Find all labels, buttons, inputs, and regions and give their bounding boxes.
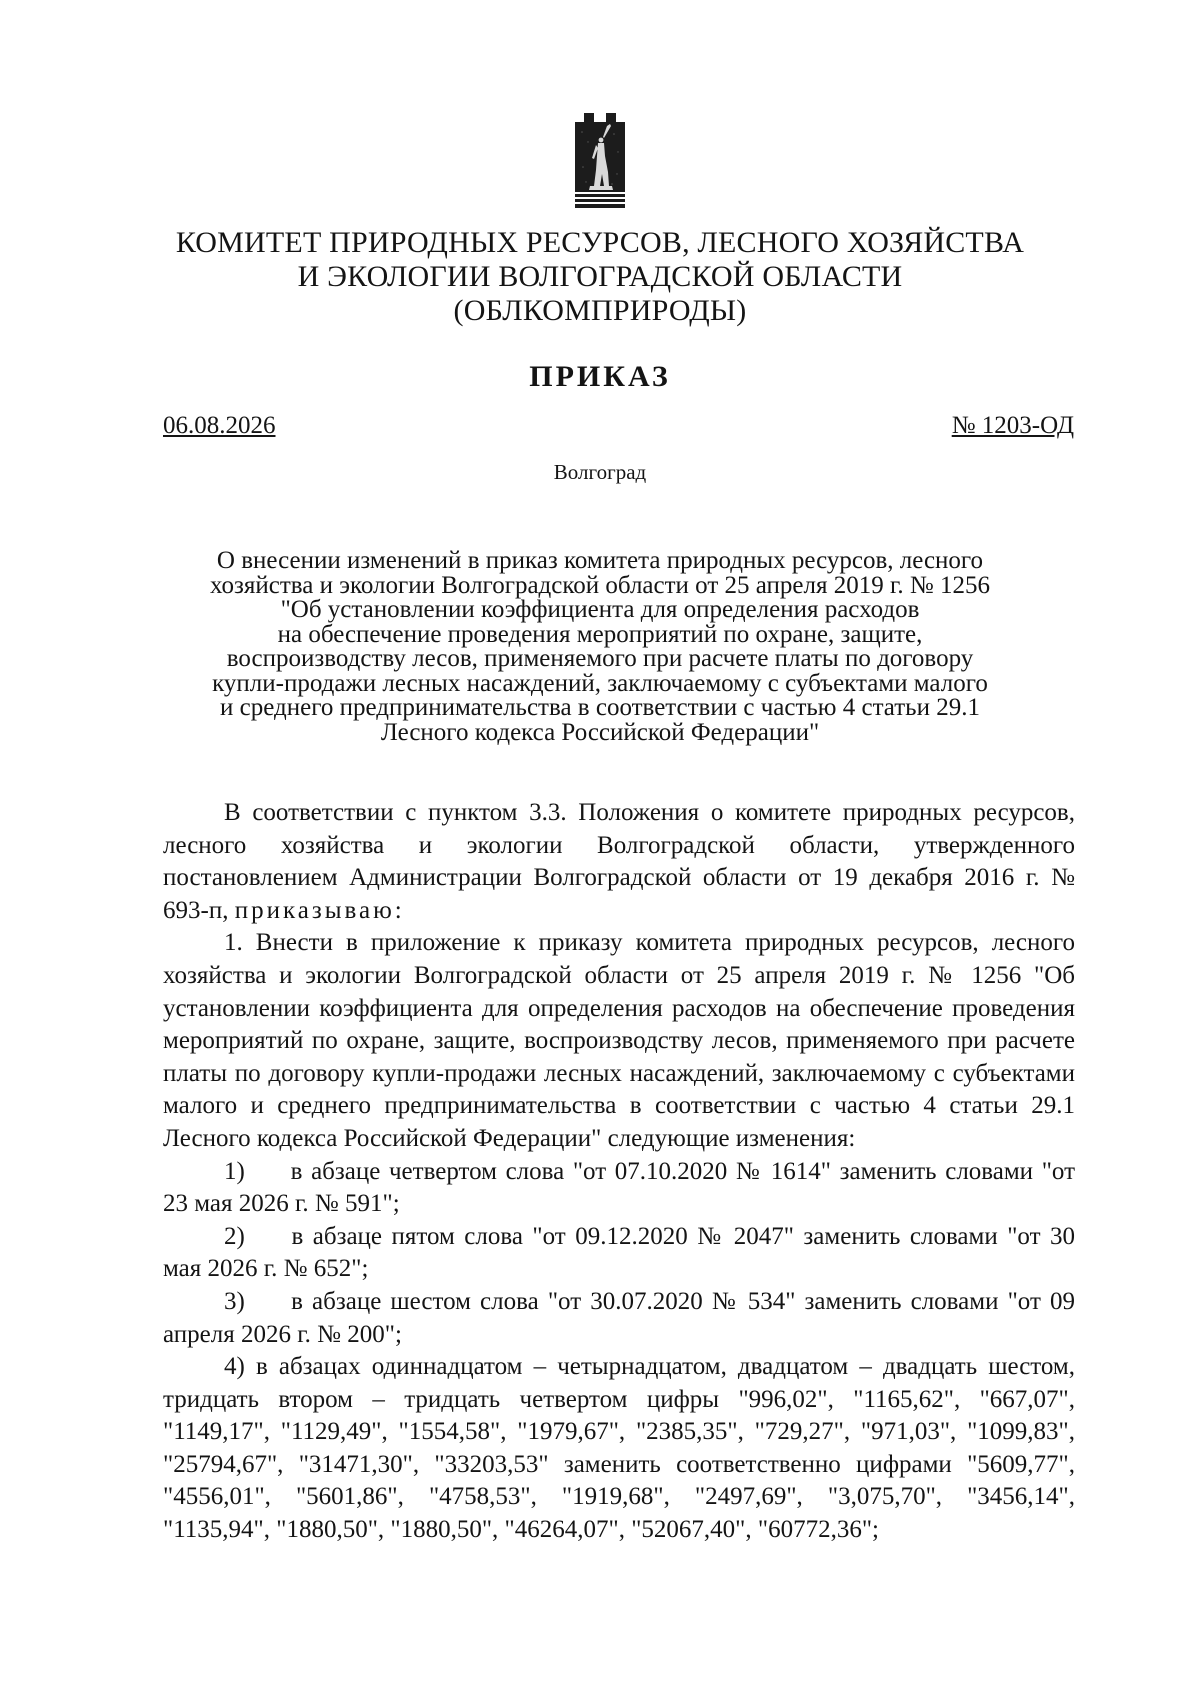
subject-line: и среднего предпринимательства в соответствии с частью 4 статьи 29.1 xyxy=(220,694,980,721)
list-item-text: в абзаце четвертом слова "от 07.10.2020 № 1614" заменить словами "от 23 мая 2026 г. № 591"; xyxy=(163,1157,1075,1218)
document-body xyxy=(163,797,1075,1547)
list-item-text: в абзаце пятом слова "от 09.12.2020 № 2047" заменить словами "от 30 мая 2026 г. № 652"; xyxy=(163,1222,1075,1283)
org-line-1: КОМИТЕТ ПРИРОДНЫХ РЕСУРСОВ, ЛЕСНОГО ХОЗЯЙСТВА xyxy=(175,226,1025,259)
list-item-2 xyxy=(163,1221,1075,1286)
document-subject xyxy=(140,549,1060,745)
order-word: приказываю: xyxy=(234,896,405,924)
list-item-number: 1) xyxy=(224,1157,245,1185)
document-type: ПРИКАЗ xyxy=(529,360,671,393)
subject-line: О внесении изменений в приказ комитета природных ресурсов, лесного xyxy=(216,547,984,574)
org-line-3: (ОБЛКОМПРИРОДЫ) xyxy=(453,294,747,327)
subject-line: купли-продажи лесных насаждений, заключаемому с субъектами малого xyxy=(212,669,988,697)
subject-line: "Об установлении коэффициента для определения расходов xyxy=(280,596,920,623)
paragraph-1: 1. Внести в приложение к приказу комитета природных ресурсов, лесного хозяйства и экологии Волгоградской области от 25 апреля 2019 г. № 1256 "Об установлении коэффициента для определения расходов на обеспечение проведения мероприятий по охране, защите, воспроизводству лесов, применяемого при расчете платы по договору купли-продажи лесных насаждений, заключаемому с субъектами малого и среднего предпринимательства в соответствии с частью 4 статьи 29.1 Лесного кодекса Российской Федерации" следующие изменения: xyxy=(163,929,1075,1152)
org-line-2: И ЭКОЛОГИИ ВОЛГОГРАДСКОЙ ОБЛАСТИ xyxy=(297,260,903,293)
preamble-text: В соответствии с пунктом 3.3. Положения о комитете природных ресурсов, лесного хозяйства и экологии Волгоградской области, утвержденного постановлением Администрации Волгоградской области от 19 декабря 2016 г. № 693-п, xyxy=(163,799,1075,924)
subject-line: на обеспечение проведения мероприятий по охране, защите, xyxy=(277,620,923,648)
list-item-number: 2) xyxy=(224,1222,245,1250)
document-date: 06.08.2026 xyxy=(163,412,276,439)
document-city: Волгоград xyxy=(553,460,647,484)
preamble-paragraph xyxy=(163,797,1075,927)
list-item-1 xyxy=(163,1156,1075,1221)
coat-of-arms-emblem xyxy=(574,112,626,210)
list-item-number: 3) xyxy=(224,1287,245,1315)
organization-name xyxy=(100,226,1100,328)
list-item-3 xyxy=(163,1286,1075,1351)
subject-line: Лесного кодекса Российской Федерации" xyxy=(380,718,820,746)
subject-line: хозяйства и экологии Волгоградской области от 25 апреля 2019 г. № 1256 xyxy=(209,571,991,599)
document-number: № 1203-ОД xyxy=(951,412,1074,439)
list-item-4: 4) в абзацах одиннадцатом – четырнадцатом, двадцатом – двадцать шестом, тридцать втором – тридцать четвертом цифры "996,02", "1165,62", "667,07", "1149,17", "1129,49", "1554,58", "1979,67", "2385,35", "729,27", "971,03", "1099,83", "25794,67", "31471,30", "33203,53" заменить соответственно цифрами "5609,77", "4556,01", "5601,86", "4758,53", "1919,68", "2497,69", "3,075,70", "3456,14", "1135,94", "1880,50", "1880,50", "46264,07", "52067,40", "60772,36"; xyxy=(163,1353,1075,1544)
list-item-text: в абзаце шестом слова "от 30.07.2020 № 534" заменить словами "от 09 апреля 2026 г. № 200"; xyxy=(163,1287,1075,1348)
subject-line: воспроизводству лесов, применяемого при расчете платы по договору xyxy=(226,645,974,672)
